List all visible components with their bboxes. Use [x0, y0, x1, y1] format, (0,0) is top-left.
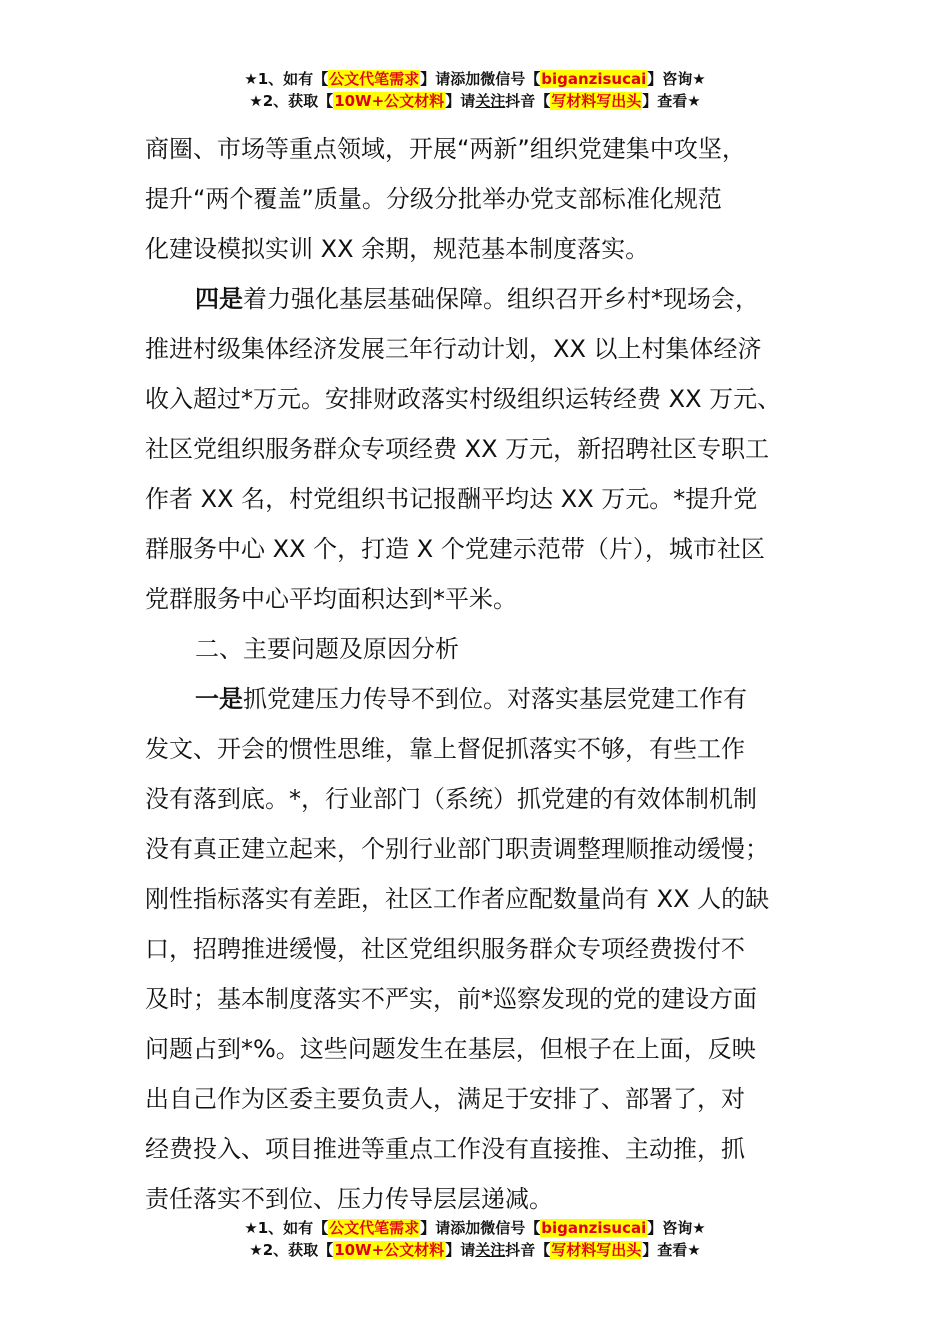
- banner-highlight: 公文代笔需求: [329, 70, 420, 88]
- text-line: 及时；基本制度落实不严实，前*巡察发现的党的建设方面: [145, 985, 757, 1013]
- text-line: 问题占到*%。这些问题发生在基层，但根子在上面，反映: [145, 1035, 756, 1063]
- text-line: 推进村级集体经济发展三年行动计划，XX 以上村集体经济: [145, 335, 762, 363]
- banner-line-2: ★2、获取【10W+公文材料】请关注抖音【写材料写出头】查看★: [249, 92, 701, 110]
- text-line: 没有真正建立起来，个别行业部门职责调整理顺推动缓慢；: [145, 835, 769, 863]
- banner-line-2: ★2、获取【10W+公文材料】请关注抖音【写材料写出头】查看★: [249, 1241, 701, 1259]
- banner-line-1: ★1、如有【公文代笔需求】请添加微信号【biganzisucai】咨询★: [244, 70, 706, 88]
- text-line: 社区党组织服务群众专项经费 XX 万元，新招聘社区专职工: [145, 435, 770, 463]
- text-line: 口，招聘推进缓慢，社区党组织服务群众专项经费拨付不: [145, 935, 745, 963]
- text-line: 发文、开会的惯性思维，靠上督促抓落实不够，有些工作: [145, 735, 745, 763]
- text-line: 群服务中心 XX 个，打造 X 个党建示范带（片），城市社区: [145, 535, 765, 563]
- banner-highlight: 写材料写出头: [551, 92, 642, 110]
- text-line: 作者 XX 名，村党组织书记报酬平均达 XX 万元。*提升党: [145, 485, 758, 513]
- text-line: 经费投入、项目推进等重点工作没有直接推、主动推，抓: [145, 1135, 745, 1163]
- banner-underlined: 关注: [475, 92, 506, 110]
- banner-underlined: 关注: [475, 1241, 506, 1259]
- banner-highlight: 10W+公文材料: [334, 92, 445, 110]
- text-line: 商圈、市场等重点领域，开展“两新”组织党建集中攻坚，: [145, 135, 746, 163]
- paragraph-lead: 一是: [195, 685, 243, 713]
- text-line: 责任落实不到位、压力传导层层递减。: [145, 1185, 553, 1213]
- banner-highlight: biganzisucai: [541, 1219, 647, 1237]
- section-heading: 二、主要问题及原因分析: [195, 635, 459, 663]
- paragraph-start: 四是着力强化基层基础保障。组织召开乡村*现场会，: [195, 285, 759, 313]
- text-line: 化建设模拟实训 XX 余期，规范基本制度落实。: [145, 235, 650, 263]
- text-line: 没有落到底。*，行业部门（系统）抓党建的有效体制机制: [145, 785, 757, 813]
- header-banner: [0, 68, 950, 112]
- text-line: 提升“两个覆盖”质量。分级分批举办党支部标准化规范: [145, 185, 722, 213]
- banner-highlight: 公文代笔需求: [329, 1219, 420, 1237]
- banner-highlight: biganzisucai: [541, 70, 647, 88]
- text-line: 收入超过*万元。安排财政落实村级组织运转经费 XX 万元、: [145, 385, 782, 413]
- text-line: 党群服务中心平均面积达到*平米。: [145, 585, 517, 613]
- banner-line-1: ★1、如有【公文代笔需求】请添加微信号【biganzisucai】咨询★: [244, 1219, 706, 1237]
- banner-highlight: 10W+公文材料: [334, 1241, 445, 1259]
- footer-banner: [0, 1217, 950, 1261]
- text-line: 刚性指标落实有差距，社区工作者应配数量尚有 XX 人的缺: [145, 885, 770, 913]
- paragraph-start: 一是抓党建压力传导不到位。对落实基层党建工作有: [195, 685, 747, 713]
- text-line: 出自己作为区委主要负责人，满足于安排了、部署了，对: [145, 1085, 745, 1113]
- paragraph-lead: 四是: [195, 285, 243, 313]
- banner-highlight: 写材料写出头: [551, 1241, 642, 1259]
- document-body: [145, 124, 805, 1224]
